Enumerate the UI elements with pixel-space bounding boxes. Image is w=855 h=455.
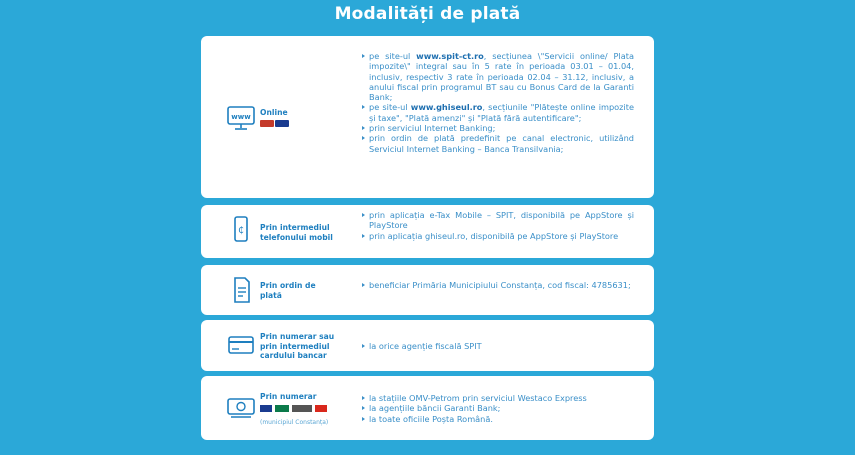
card-bank-card [201,320,654,371]
omv-logo-icon [260,405,272,412]
cash-list [361,393,634,424]
garanti-logo-icon [275,405,289,412]
banknote-icon [226,394,256,420]
card-mobile [201,205,654,258]
online-label: Online [260,108,288,117]
list-item: pe site-ul www.spit-ct.ro, secțiunea \"Servicii online/ Plata impozite\" integral sau în 5 rate în perioada 03.01 – 01.04, inclusiv, respectiv 3 rate în perioada 02.04 – 31.12, inclusiv, a anului fiscal prin programul BT sau cu Bonus Card de la Garanti Bank; [361,51,634,102]
payment-cards-icon [260,120,289,127]
www-monitor-icon [226,105,256,131]
order-label: Prin ordin de plată [260,281,316,300]
online-list [361,51,634,154]
list-item: pe site-ul www.ghiseul.ro, secțiunile "Plătește online impozite și taxe", "Plată amenzi" și "Plată fără autentificare"; [361,102,634,123]
card-pay-list [361,341,634,351]
cash-label: Prin numerar [260,392,317,401]
list-item: la toate oficiile Poșta Română. [361,414,634,424]
list-item: la stațiile OMV-Petrom prin serviciul Westaco Express [361,393,634,403]
page-title: Modalități de plată [334,4,521,24]
svg-text:www: www [231,113,251,121]
ghiseul-link[interactable]: www.ghiseul.ro [410,102,483,113]
list-item: prin aplicația e-Tax Mobile – SPIT, disponibilă pe AppStore și PlayStore [361,210,634,231]
list-item: la orice agenție fiscală SPIT [361,341,634,351]
mobile-label: Prin intermediul telefonului mobil [260,223,333,242]
list-item: la agențiile băncii Garanti Bank; [361,403,634,413]
card-cash [201,376,654,440]
credit-card-icon [226,333,256,359]
list-item: prin aplicația ghiseul.ro, disponibilă pe AppStore și PlayStore [361,231,634,241]
card-order [201,265,654,315]
list-item: beneficiar Primăria Municipiului Constanța, cod fiscal: 4785631; [361,280,634,290]
cash-sub: (municipiul Constanța) [260,419,329,426]
list-item: prin ordin de plată predefinit pe canal electronic, utilizând Serviciul Internet Banking – Banca Transilvania; [361,133,634,154]
spit-link[interactable]: www.spit-ct.ro [416,51,484,61]
card-online [201,36,654,198]
svg-text:₵: ₵ [238,226,244,236]
posta-logo-icon [315,405,327,412]
mobile-list [361,210,634,241]
list-item: prin serviciul Internet Banking; [361,123,634,133]
document-icon [226,277,256,303]
partner-logos [260,405,327,412]
order-list [361,280,634,290]
card-pay-label: Prin numerar sau prin intermediul cardului bancar [260,332,335,360]
mobile-phone-icon [226,216,256,242]
westaco-logo-icon [292,405,312,412]
